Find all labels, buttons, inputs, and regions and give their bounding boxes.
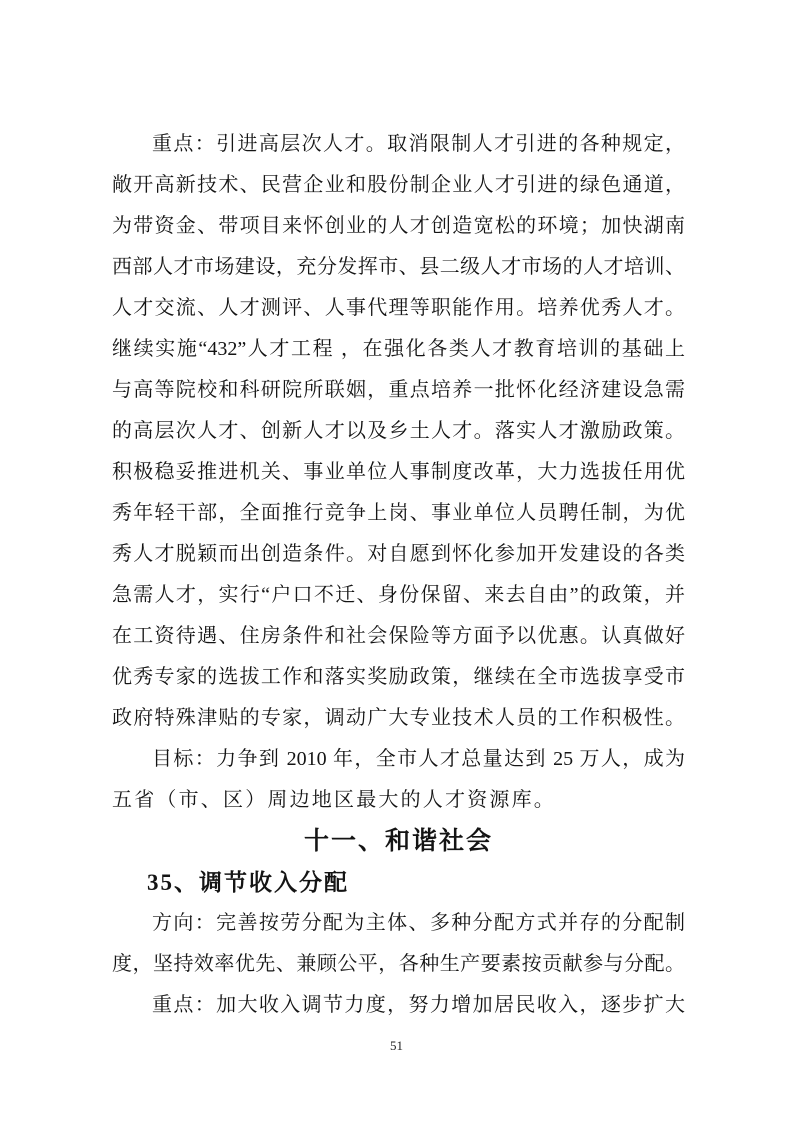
body-text-line: 优秀专家的选拔工作和落实奖励政策，继续在全市选拔享受市 [112, 666, 685, 688]
body-text-line: 为带资金、带项目来怀创业的人才创造宽松的环境；加快湖南 [112, 215, 685, 237]
body-text-line: 继续实施“432”人才工程 ，在强化各类人才教育培训的基础上 [112, 338, 685, 360]
body-text-line: 度，坚持效率优先、兼顾公平，各种生产要素按贡献参与分配。 [112, 953, 685, 975]
section-heading: 十一、和谐社会 [303, 827, 493, 855]
body-text-line: 的高层次人才、创新人才以及乡土人才。落实人才激励政策。 [112, 420, 685, 442]
body-text-line: 秀人才脱颖而出创造条件。对自愿到怀化参加开发建设的各类 [112, 543, 685, 565]
body-text-line: 在工资待遇、住房条件和社会保险等方面予以优惠。认真做好 [112, 625, 685, 647]
page-number: 51 [390, 1038, 403, 1053]
body-text-line: 政府特殊津贴的专家，调动广大专业技术人员的工作积极性。 [112, 707, 685, 729]
body-text-line: 五省（市、区）周边地区最大的人才资源库。 [112, 789, 556, 811]
subsection-heading: 35、调节收入分配 [147, 870, 349, 895]
body-text-line: 急需人才，实行“户口不迁、身份保留、来去自由”的政策，并 [112, 584, 685, 606]
body-text-line: 方向：完善按劳分配为主体、多种分配方式并存的分配制 [152, 912, 685, 934]
body-text-line: 人才交流、人才测评、人事代理等职能作用。培养优秀人才。 [112, 297, 685, 319]
body-text-line: 秀年轻干部，全面推行竞争上岗、事业单位人员聘任制，为优 [112, 502, 685, 524]
body-text-line: 重点：加大收入调节力度，努力增加居民收入，逐步扩大 [152, 994, 685, 1016]
body-text-line: 敞开高新技术、民营企业和股份制企业人才引进的绿色通道， [112, 174, 685, 196]
body-text-line: 目标：力争到 2010 年，全市人才总量达到 25 万人，成为 [152, 748, 685, 770]
body-text-line: 积极稳妥推进机关、事业单位人事制度改革，大力选拔任用优 [112, 461, 685, 483]
body-text-line: 与高等院校和科研院所联姻，重点培养一批怀化经济建设急需 [112, 379, 685, 401]
page-body [112, 124, 685, 1026]
body-text-line: 西部人才市场建设，充分发挥市、县二级人才市场的人才培训、 [112, 256, 685, 278]
body-text-line: 重点：引进高层次人才。取消限制人才引进的各种规定， [152, 133, 685, 155]
